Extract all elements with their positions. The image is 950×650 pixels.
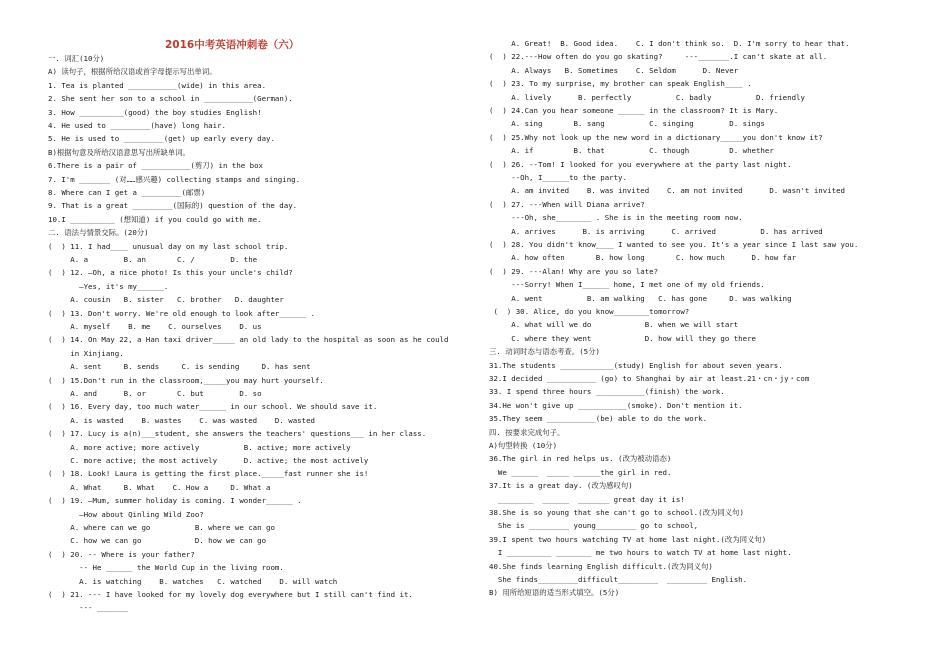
text-line: ( ) 17. Lucy is a(n)___student, she answers the teachers' questions___ in her class. [48,429,427,439]
text-line: 一. 词汇(10分) [48,54,105,63]
text-line: 7. I'm _______ (对……感兴趣) collecting stamps and singing. [48,174,301,184]
text-line: A. where can we go B. where we can go [48,523,275,532]
text-line: A. is wasted B. wastes C. was wasted D. wasted [48,415,315,425]
text-line: ( ) 27. ---When will Diana arrive? [489,199,645,209]
text-line: 3. How __________(good) the boy studies English! [48,107,262,117]
text-line: ( ) 25.Why not look up the new word in a dictionary_____you don't know it? [489,132,823,142]
text-line: 2. She sent her son to a school in ___________(German). [48,94,293,104]
text-line: 三. 动词时态与语态考查。(5分) [489,347,600,357]
text-line: 4. He used to _________(have) long hair. [48,121,226,130]
text-line: B) 用所给短语的适当形式填空。(5分) [489,588,620,598]
text-line: --Oh, I______to the party. [489,173,627,182]
text-line: ( ) 30. Alice, do you know________tomorrow? [489,307,690,316]
text-line: 5. He is used to _________(get) up early every day. [48,134,275,144]
text-line: A. a B. an C. / D. the [48,255,258,264]
text-line: -- He ______ the World Cup in the living room. [48,563,284,573]
text-line: C. more active; the most actively D. active; the most actively [48,456,369,465]
text-line: ( ) 21. --- I have looked for my lovely dog everywhere but I still can't find it. [48,590,413,599]
text-line: A. how often B. how long C. how much D. how far [489,253,797,263]
page-title: 2016中考英语冲刺卷（六） [165,39,300,51]
text-line: 38.She is so young that she can't go to school.(改为同义句) [489,508,744,517]
text-line: A. went B. am walking C. has gone D. was walking [489,293,792,303]
text-line: 39.I spent two hours watching TV at home last night.(改为同义句) [489,534,767,544]
text-line: 37.It is a great day. (改为感叹句) [489,481,633,491]
text-line: C. how we can go D. how we can go [48,536,267,546]
text-line: --- _______ [48,603,129,613]
text-line: ( ) 13. Don't worry. We're old enough to look after______ . [48,308,315,318]
text-line: C. where they went D. how will they go there [489,333,756,343]
text-line: ( ) 11. I had____ unusual day on my last school trip. [48,241,289,251]
text-line: —Yes, it's my______. [48,281,169,291]
text-line: A. sing B. sang C. singing D. sings [489,119,765,129]
text-line: A. am invited B. was invited C. am not invited D. wasn't invited [489,186,845,196]
text-line: A. lively B. perfectly C. badly D. friendly [489,92,805,102]
text-line: A. if B. that C. though D. whether [489,146,774,156]
text-line: 9. That is a great _________(国际的) question of the day. [48,201,298,211]
text-line: We ______ _____ ______the girl in red. [489,467,672,477]
text-line: ( ) 18. Look! Laura is getting the first place._____fast runner she is! [48,469,369,479]
text-line: ( ) 26. --Tom! I looked for you everywhere at the party last night. [489,159,792,169]
text-line: ---Sorry! When I______ home, I met one of my old friends. [489,280,765,290]
text-line: ( ) 19. —Mum, summer holiday is coming. I wonder______ . [48,496,302,506]
text-line: A. sent B. sends C. is sending D. has sent [48,362,311,372]
text-line: A. Great! B. Good idea. C. I don't think so. D. I'm sorry to hear that. [489,39,850,48]
text-line: 36.The girl in red helps us. (改为被动语态) [489,454,672,464]
text-line: 32.I decided ___________ (go) to Shanghai by air at least.21・cn・jy・com [489,374,810,383]
text-line: A)句型转换 (10分) [489,441,558,450]
text-line: A. what will we do B. when we will start [489,320,739,330]
text-line: A. is watching B. watches C. watched D. will watch [48,576,338,586]
text-line: A. cousin B. sister C. brother D. daughter [48,295,284,305]
text-line: ( ) 15.Don't run in the classroom,_____you may hurt yourself. [48,375,324,385]
text-line: A. myself B. me C. ourselves D. us [48,322,262,331]
text-line: ---Oh, she________ . She is in the meeting room now. [489,213,743,223]
text-line: 10.I __________ (想知道) if you could go with me. [48,214,262,224]
text-line: ( ) 28. You didn't know____ I wanted to see you. It's a year since I last saw you. [489,240,859,249]
text-line: 1. Tea is planted ___________(wide) in this area. [48,80,267,90]
text-line: 四. 按要求完成句子。 [489,427,565,437]
text-line: 40.She finds learning English difficult.(改为同义句) [489,561,713,571]
text-line: ( ) 14. On May 22, a Han taxi driver_____ an old lady to the hospital as soon as he could [48,335,449,345]
text-line: 6.There is a pair of ___________(剪刀) in the box [48,161,264,171]
text-line: ( ) 22.---How often do you go skating? ---_______.I can't skate at all. [489,52,828,62]
text-line: B)根据句意及所给汉语意思写出所缺单词。 [48,147,190,157]
text-line: 34.He won't give up ___________(smoke). Don't mention it. [489,400,743,410]
text-line: ( ) 16. Every day, too much water______ in our school. We should save it. [48,402,378,412]
text-line: in Xinjiang. [48,348,124,358]
text-line: 33. I spend three hours ___________(finish) the work. [489,387,725,397]
text-line: A. more active; more actively B. active; more actively [48,442,351,452]
text-line: ( ) 23. To my surprise, my brother can speak English____ . [489,79,752,89]
text-line: A) 读句子，根据所给汉语或首字母提示写出单词。 [48,67,217,77]
text-line: ( ) 20. -- Where is your father? [48,549,195,559]
text-line: ( ) 29. ---Alan! Why are you so late? [489,266,659,276]
text-line: 31.The students ____________(study) English for about seven years. [489,360,783,370]
text-line: A. Always B. Sometimes C. Seldom D. Never [489,65,739,75]
text-line: ________ ______ _______ great day it is! [489,494,685,504]
text-line: 35.They seem ___________(be) able to do the work. [489,414,708,424]
text-line: A. and B. or C. but D. so [48,389,262,398]
text-line: —How about Qinling Wild Zoo? [48,509,204,519]
text-line: She is _________ young_________ go to school, [489,521,699,531]
text-line: I __________ ________ me two hours to watch TV at home last night. [489,548,792,558]
text-line: A. What B. What C. How a D. What a [48,482,271,492]
text-line: 8. Where can I get a _________(邮票) [48,188,206,197]
text-line: She finds_________difficult_________ _________ English. [489,575,748,584]
text-line: A. arrives B. is arriving C. arrived D. has arrived [489,226,823,236]
text-line: ( ) 12. —Oh, a nice photo! Is this your uncle's child? [48,268,293,278]
text-line: ( ) 24.Can you hear someone ______ in the classroom? It is Mary. [489,106,779,115]
text-line: 二. 语法与情景交际。(20分) [48,228,149,238]
